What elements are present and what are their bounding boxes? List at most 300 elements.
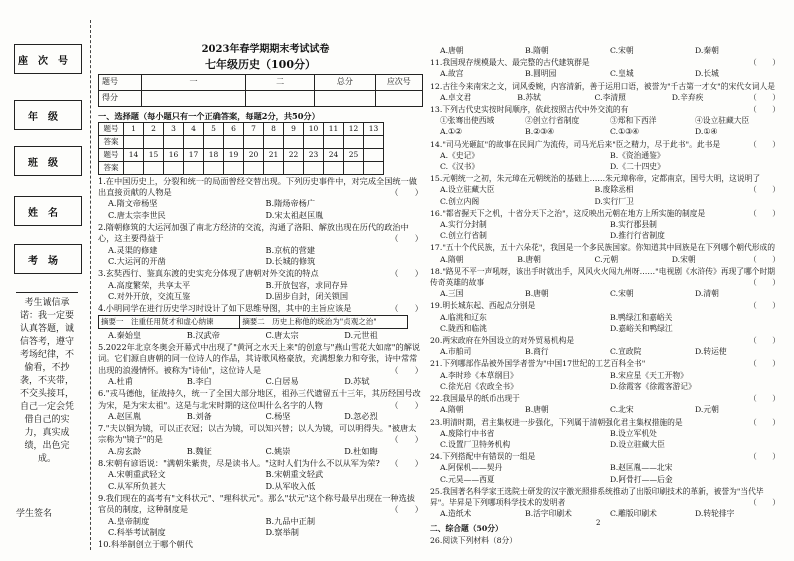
answer-option[interactable]: C.元昊——西夏 [440,474,495,484]
answer-option[interactable]: C.雕版印刷术 [610,509,657,519]
question-number-cell: 2 [144,122,164,135]
option-row [430,219,780,241]
answer-blank[interactable]: （ ） [390,458,423,469]
question-text: 9.我们现在的高考有"文科状元"、"理科状元"。那么"状元"这个称号最早出现在一种选拔官员的制度，这种制度是 [98,492,415,515]
answer-option[interactable]: B.刘备 [186,410,212,421]
question-number-cell [364,148,384,161]
answer-option[interactable]: D.元世祖 [344,329,378,340]
answer-option[interactable]: D.嘉峪关和鸭绿江 [610,323,673,333]
right-questions [430,45,780,519]
question-stem [98,176,423,199]
answer-option[interactable]: D.固步自封，闭关锁国 [265,290,349,301]
answer-option[interactable]: B.苏轼 [517,92,541,102]
question-item [98,176,423,221]
answer-option[interactable]: C.宣政院 [610,347,642,357]
left-column [98,44,423,550]
answer-option[interactable]: A.设立驻藏大臣 [440,185,495,195]
question-stem [98,342,423,376]
question-number-cell: 4 [184,122,204,135]
question-item [430,45,780,56]
question-number-cell: 1 [124,122,144,135]
answer-option[interactable]: A.临洮和辽东 [440,312,487,322]
answer-option[interactable]: B.魏征 [186,445,212,456]
question-text: 1.在中国历史上，分裂和统一的局面曾经交替出现。下列历史事件中，对完成全国统一做出直接贡献的人物是 [98,175,417,198]
answer-option[interactable]: C.宋朝 [610,289,634,299]
answer-option[interactable]: C.设置厂卫特务机构 [440,439,511,449]
question-stem [430,486,780,508]
answer-option[interactable]: B.开放包容，求同存异 [265,279,348,290]
question-stem [430,300,780,311]
question-item [98,493,423,538]
answer-option[interactable]: B.汉武帝 [186,329,220,340]
question-item [430,486,780,520]
answer-option[interactable]: D.辛弃疾 [671,92,704,102]
question-item [430,81,780,103]
answer-option[interactable]: A.宋朝重武轻文 [108,469,166,480]
answer-blank[interactable]: （ ） [748,254,780,264]
answer-blank[interactable]: （ ） [748,278,780,288]
question-number-cell: 6 [224,122,244,135]
answer-cell[interactable] [264,161,284,174]
answer-cell[interactable] [304,161,324,174]
answer-cell[interactable] [264,135,284,148]
answer-cell[interactable] [224,161,244,174]
answer-option[interactable]: A.李时珍《本草纲目》 [440,370,518,380]
answer-blank[interactable]: （ ） [748,336,780,346]
page-number: 2 [596,519,601,527]
answer-option[interactable]: A.皇帝制度 [108,515,150,526]
answer-blank[interactable]: （ ） [390,268,423,279]
question-item [98,222,423,267]
answer-blank[interactable]: （ ） [748,58,780,68]
answer-option[interactable]: B.唐朝 [517,254,541,264]
answer-option[interactable]: C.白居易 [265,375,299,386]
answer-option[interactable]: C.《汉书》 [440,162,480,172]
honesty-pledge: 考生诚信承诺：我一定要认真答题，诚信答考，遵守考场纪律，不偷看，不抄袭，不夹带，不交头接耳，自己一定会凭借自己的实力，真实成绩，出色完成。 [16,292,78,466]
answer-option[interactable]: D.从军收入低 [265,480,316,491]
answer-option[interactable]: A.杜甫 [108,375,133,386]
question-stem [98,458,423,469]
answer-option[interactable]: C.北宋 [610,405,634,415]
answer-option[interactable]: ④设立驻藏大臣 [695,116,750,126]
answer-cell[interactable] [124,161,144,174]
answer-option[interactable]: C.创立行省制 [440,231,487,241]
answer-option[interactable]: D.《二十四史》 [610,162,665,172]
question-number-cell: 13 [364,122,384,135]
question-text: 7."夫以铜为镜，可以正衣冠；以古为镜，可以知兴替；以人为镜，可以明得失。"被唐太宗称为"镜子"的是 [98,423,417,445]
answer-cell[interactable] [244,161,264,174]
question-stem [430,417,780,428]
answer-blank[interactable]: （ ） [390,364,423,375]
question-number-cell: 3 [164,122,184,135]
answer-option[interactable]: D.清朝 [695,289,719,299]
answer-option[interactable]: C.对外开放，交流互鉴 [108,290,191,301]
question-item [430,417,780,451]
question-stem [98,222,423,245]
answer-option[interactable]: A.灵渠的修建 [108,244,158,255]
question-item [430,57,780,79]
question-stem [430,104,780,115]
question-number-cell: 题号 [99,122,124,135]
question-text: 2.隋朝修筑的大运河加强了南北方经济的交流，沟通了洛阳、解放出现在历代的政治中心，这主要得益于 [98,222,409,244]
question-text: 8.宋朝有谚语说："满朝朱紫贵，尽是读书人。"这时人们为什么不以从军为荣? [98,458,380,469]
question-text: 4.小明同学在进行历史学习时设计了如下思维导图，其中的主旨应该是 [98,303,352,314]
answer-option[interactable]: C.从军所负甚大 [108,480,166,491]
option-row [430,150,780,172]
answer-blank[interactable]: （ ） [748,301,780,311]
answer-cell[interactable] [144,161,164,174]
answer-cell[interactable] [304,135,324,148]
question-text: 23.明清时期，君主集权进一步强化，下列属于清朝强化君主集权措施的是 [430,417,683,427]
answer-option[interactable]: A.造纸术 [440,509,472,519]
question-text: 6."戎马德他，征战持久，统一了全国大部分地区，祖孙三代遗留五十三年，其历经国号改为宋，是为宋太祖"。这是与北宋时期的这位叫什么名字的人物 [98,388,421,410]
answer-option[interactable]: D.实行厂卫 [594,196,634,206]
option-row [430,288,780,299]
answer-option[interactable]: C.徐光启《农政全书》 [440,381,518,391]
option-row [430,508,780,519]
option-row [98,446,423,457]
answer-cell[interactable] [284,161,304,174]
answer-option[interactable]: B.隋朝 [525,46,549,55]
question-text: 16."都省握天下之机，十省分天下之治"，这反映出元朝在地方上所实施的制度是 [430,208,706,218]
question-number-cell: 18 [204,148,224,161]
question-item [430,451,780,485]
question-text: 10.科举制创立于哪个朝代 [98,539,193,550]
option-row [430,346,780,357]
answer-option[interactable]: B.活字印刷术 [525,509,572,519]
option-row [430,404,780,415]
question-text: 13.下列古代史实按时间顺序，依此按照古代中外交流的有 [430,105,629,115]
answer-option[interactable]: D.杜如晦 [344,445,378,456]
question-number-cell: 9 [284,122,304,135]
binding-line [90,20,91,550]
answer-option[interactable]: B.宋应星《天工开物》 [610,370,688,380]
answer-option[interactable]: D.长城 [695,69,719,79]
answer-option[interactable]: D.长城的修筑 [265,255,316,266]
question-number-cell: 20 [244,148,264,161]
question-stem [430,335,780,346]
answer-blank[interactable]: （ ） [748,208,780,218]
answer-cell[interactable] [204,161,224,174]
question-stem [98,493,423,516]
option-row [430,370,780,392]
answer-option[interactable]: D.转轮排字 [695,509,735,519]
answer-option[interactable]: A.市舶司 [440,347,472,357]
option-row [430,126,780,137]
answer-option[interactable]: C.姚崇 [265,445,291,456]
question-item [430,300,780,334]
option-row [98,198,423,221]
question-number-cell: 21 [264,148,284,161]
answer-option[interactable]: A.《史记》 [440,150,480,160]
answer-option[interactable]: B.鸭绿江和嘉峪关 [610,312,673,322]
exam-title: 2023年春学期期末考试试卷 [201,44,330,55]
answer-option[interactable]: D.察举制 [265,526,299,537]
option-row [430,254,749,265]
answer-option[interactable]: D.阿骨打——后金 [610,474,673,484]
question-text: 20.两宋政府在外国设立的对外贸易机构是 [430,336,575,346]
question-number-cell: 24 [324,148,344,161]
question-26: 26.阅读下列材料（8分） [430,535,518,545]
answer-option[interactable]: A.房玄龄 [108,445,142,456]
answer-option[interactable]: B.隋炀帝杨广 [265,198,316,209]
answer-option[interactable]: D.宋太祖赵匡胤 [265,209,324,220]
answer-option[interactable]: C.①③④ [610,127,639,137]
answer-option[interactable]: C.科举考试制度 [108,526,166,537]
answer-cell[interactable] [204,135,224,148]
question-number-cell: 23 [304,148,324,161]
answer-option[interactable]: ①张骞出使西域 [440,116,495,126]
answer-option[interactable]: A.隋文帝杨坚 [108,198,158,209]
question-item [98,268,423,302]
question-number-cell: 22 [284,148,304,161]
question-stem [98,388,423,411]
question-text: 18."路见不平一声吼呀，该出手时就出手，风风火火闯九州呀……"电视剧《水浒传》再现了哪个时期传奇英雄的故事 [430,266,775,288]
question-number-cell: 19 [224,148,244,161]
answer-blank[interactable]: （ ） [748,105,780,115]
answer-option[interactable]: A.废除行中书省 [440,428,495,438]
option-row [430,115,780,126]
answer-option[interactable]: D.转运使 [695,347,727,357]
question-number-cell: 14 [124,148,144,161]
question-number-cell: 5 [204,122,224,135]
question-stem [430,208,780,219]
score-table: 题号 一 二 总分 应次号 得分 [98,74,423,107]
question-number-cell: 12 [344,122,364,135]
answer-option[interactable]: A.秦始皇 [108,329,142,340]
answer-option[interactable]: C.宋朝 [610,46,634,55]
answer-option[interactable]: D.推行行省制度 [610,231,665,241]
question-text: 25.我国著名科学家王选院士研发的汉字激光照排系统推动了出版印刷技术的革新，被誉为"当代毕昇"。毕昇是下列哪项科学技术的发明者 [430,486,764,507]
answer-blank[interactable]: （ ） [748,497,780,507]
answer-cell[interactable] [324,135,344,148]
answer-cell[interactable] [244,135,264,148]
answer-cell[interactable] [224,135,244,148]
answer-blank[interactable]: （ ） [748,139,780,149]
question-stem [430,266,780,288]
answer-option[interactable]: A.卓文君 [440,92,472,102]
option-row [430,312,780,334]
question-item [98,303,423,341]
question-text: 15.元朝统一之初，朱元璋在元朝统治的基础上……朱元璋称帝，定都南京，国号大明，这说明了 [430,174,761,184]
answer-blank[interactable]: （ ） [390,233,423,244]
answer-option[interactable]: A.隋朝 [440,405,464,415]
section2-title: 二、综合题（50分） [430,524,503,534]
answer-option[interactable]: B.京杭的营建 [265,244,316,255]
answer-cell: 答案 [99,135,124,148]
answer-cell[interactable] [164,135,184,148]
answer-option[interactable]: B.赵匡胤——北宋 [610,463,673,473]
answer-option[interactable]: B.圆明园 [525,69,557,79]
answer-cell[interactable] [284,135,304,148]
question-item [430,266,780,300]
answer-option[interactable]: A.①② [440,127,462,137]
answer-option[interactable]: B.唐朝 [525,289,549,299]
question-stem [98,539,423,550]
answer-blank[interactable]: （ ） [748,359,780,369]
answer-option[interactable]: B.九品中正制 [265,515,316,526]
answer-option[interactable]: C.李清照 [594,92,626,102]
question-item [98,388,423,422]
answer-option[interactable]: A.唐朝 [440,46,464,55]
option-row [430,184,749,206]
question-text: 22.我国最早的纸币出现于 [430,394,520,404]
answer-cell[interactable] [344,161,364,174]
mind-map-cell: 摘要一 注重任用贤才和虚心纳谏 [99,316,240,328]
answer-option[interactable]: C.唐太宗 [265,329,299,340]
answer-cell[interactable] [344,135,364,148]
answer-blank[interactable]: （ ） [390,504,423,515]
question-item [430,393,780,415]
question-text: 3.玄奘西行、鉴真东渡的史实充分体现了唐朝对外交流的特点 [98,268,319,279]
answer-option[interactable]: C.大运河的开凿 [108,255,166,266]
answer-option[interactable]: B.②③④ [525,127,555,137]
answer-option[interactable]: D.徐霞客《徐霞客游记》 [610,381,696,391]
option-row [430,462,780,484]
answer-option[interactable]: D.元朝 [695,405,719,415]
question-number-cell: 8 [264,122,284,135]
answer-cell[interactable] [184,135,204,148]
question-item [430,104,780,138]
answer-option[interactable]: A.故宫 [440,69,464,79]
question-number-cell: 25 [344,148,364,161]
section1-title: 一、选择题（每小题只有一个正确答案，每题2分，共50分） [98,110,320,121]
option-row [98,245,423,268]
answer-option[interactable]: B.李白 [186,375,212,386]
answer-blank[interactable]: （ ） [390,303,423,314]
question-number-cell: 17 [184,148,204,161]
mind-map-cell: 摘要二 历史上称他的统治为"贞观之治" [240,316,408,328]
answer-blank[interactable]: （ ） [748,417,780,427]
question-item [430,358,780,392]
answer-option[interactable]: D.宋朝 [671,254,696,264]
answer-option[interactable]: C.皇城 [610,69,634,79]
answer-blank[interactable]: （ ） [390,434,423,445]
question-stem [98,268,423,279]
option-row [430,92,749,103]
answer-option[interactable]: B.唐朝 [525,405,549,415]
answer-option[interactable]: A.高度繁荣，共享太平 [108,279,191,290]
question-text: 14."司马光砸缸"的故事在民间广为流传，司马光后来"臣之精力，尽于此书"。此书是 [430,139,721,149]
answer-option[interactable]: B.宋朝重文轻武 [265,469,324,480]
option-row [430,428,780,450]
option-row [98,516,423,539]
question-item [98,539,423,550]
answer-grid [98,122,384,175]
question-item [430,242,780,264]
question-item [430,173,780,207]
option-row [430,68,780,79]
answer-cell[interactable] [124,135,144,148]
answer-option[interactable]: ③郑和下西洋 [610,116,657,126]
answer-cell: 答案 [99,161,124,174]
left-questions [98,176,423,551]
answer-option[interactable]: A.实行分封制 [440,220,487,230]
answer-option[interactable]: A.阿保机——契丹 [440,463,503,473]
answer-blank[interactable]: （ ） [390,399,423,410]
name-box[interactable]: 姓名 [14,196,82,226]
question-stem [98,303,423,314]
answer-cell[interactable] [324,161,344,174]
class-box[interactable]: 班级 [14,146,82,176]
answer-option[interactable]: D.苏轼 [344,375,370,386]
answer-blank[interactable]: （ ） [748,452,780,462]
question-stem [430,451,780,462]
right-column [430,44,780,546]
question-item [98,342,423,387]
question-text: 5.2022年北京冬奥会开幕式中出现了"黄河之水天上来"的创意与"燕山雪花大如席"的解说词。它们源自唐朝的同一位诗人的作品，其诗歌风格豪放，充满想象力和夸张，诗中常常出现的浪漫情怀。被称为"诗仙"，这位诗人是 [98,342,421,375]
answer-option[interactable]: D.①④ [695,127,718,137]
answer-option[interactable]: C.唐太宗李世民 [108,209,166,220]
grade-box[interactable]: 年级 [14,100,82,130]
answer-cell[interactable] [164,161,184,174]
question-stem [430,358,780,369]
mind-map-table [98,315,408,328]
question-text: 17."五十个代民族，五十六朵花"，我国是一个多民族国家。你知道其中回族是在下列哪个朝代形成的 [430,243,775,253]
answer-blank[interactable]: （ ） [748,185,780,195]
answer-cell[interactable] [184,161,204,174]
student-signature-label: 学生签名 [16,509,53,519]
question-text: 24.下列搭配中有错误的一组是 [430,452,536,462]
seat-number-box[interactable]: 座次号 [14,44,82,74]
answer-cell[interactable] [144,135,164,148]
question-text: 12.古往今来南宋之文，词风委婉，内容清新，善于运用口语，被誉为"千古第一才女"的宋代女词人是 [430,81,775,91]
question-item [430,139,780,173]
answer-option[interactable]: A.三国 [440,289,464,299]
answer-option[interactable]: ②创立行省制度 [525,116,580,126]
question-text: 19.明长城东起、西起点分别是 [430,301,536,311]
question-stem [430,57,780,68]
answer-option[interactable]: D.忽必烈 [344,410,378,421]
answer-cell[interactable] [364,135,384,148]
question-number-cell: 7 [244,122,264,135]
answer-option[interactable]: C.陇西和临洮 [440,323,487,333]
answer-option[interactable]: B.商行 [525,347,549,357]
answer-option[interactable]: A.隋朝 [440,254,464,264]
answer-option[interactable]: C.创立内阁 [440,196,480,206]
option-row [98,469,423,492]
answer-blank[interactable]: （ ） [748,92,780,102]
question-number-cell: 15 [144,148,164,161]
question-item [98,423,423,457]
answer-option[interactable]: B.设立军机处 [610,428,657,438]
answer-option[interactable]: B.废除丞相 [594,185,634,195]
question-number-cell: 16 [164,148,184,161]
option-row [98,280,423,303]
answer-option[interactable]: D.设立驻藏大臣 [610,439,665,449]
option-row [98,330,423,341]
answer-cell[interactable] [364,161,384,174]
option-row [98,376,423,387]
answer-blank[interactable]: （ ） [748,394,780,404]
question-text: 11.我国现存规模最大、最完整的古代建筑群是 [430,58,590,68]
question-number-cell: 题号 [99,148,124,161]
answer-blank[interactable]: （ ） [390,187,423,198]
question-text: 21.下列哪部作品被外国学者誉为"中国17世纪的工艺百科全书" [430,359,646,369]
option-row [98,411,423,422]
answer-option[interactable]: B.《资治通鉴》 [610,150,665,160]
option-row [430,45,780,56]
answer-option[interactable]: B.实行郡县制 [610,220,657,230]
answer-option[interactable]: C.杨坚 [265,410,291,421]
question-stem [430,139,780,150]
answer-option[interactable]: A.赵匡胤 [108,410,142,421]
answer-option[interactable]: D.秦朝 [695,46,719,55]
exam-room-box[interactable]: 考场 [14,244,82,274]
question-item [430,335,780,357]
answer-option[interactable]: C.元朝 [594,254,619,264]
question-number-cell: 11 [324,122,344,135]
